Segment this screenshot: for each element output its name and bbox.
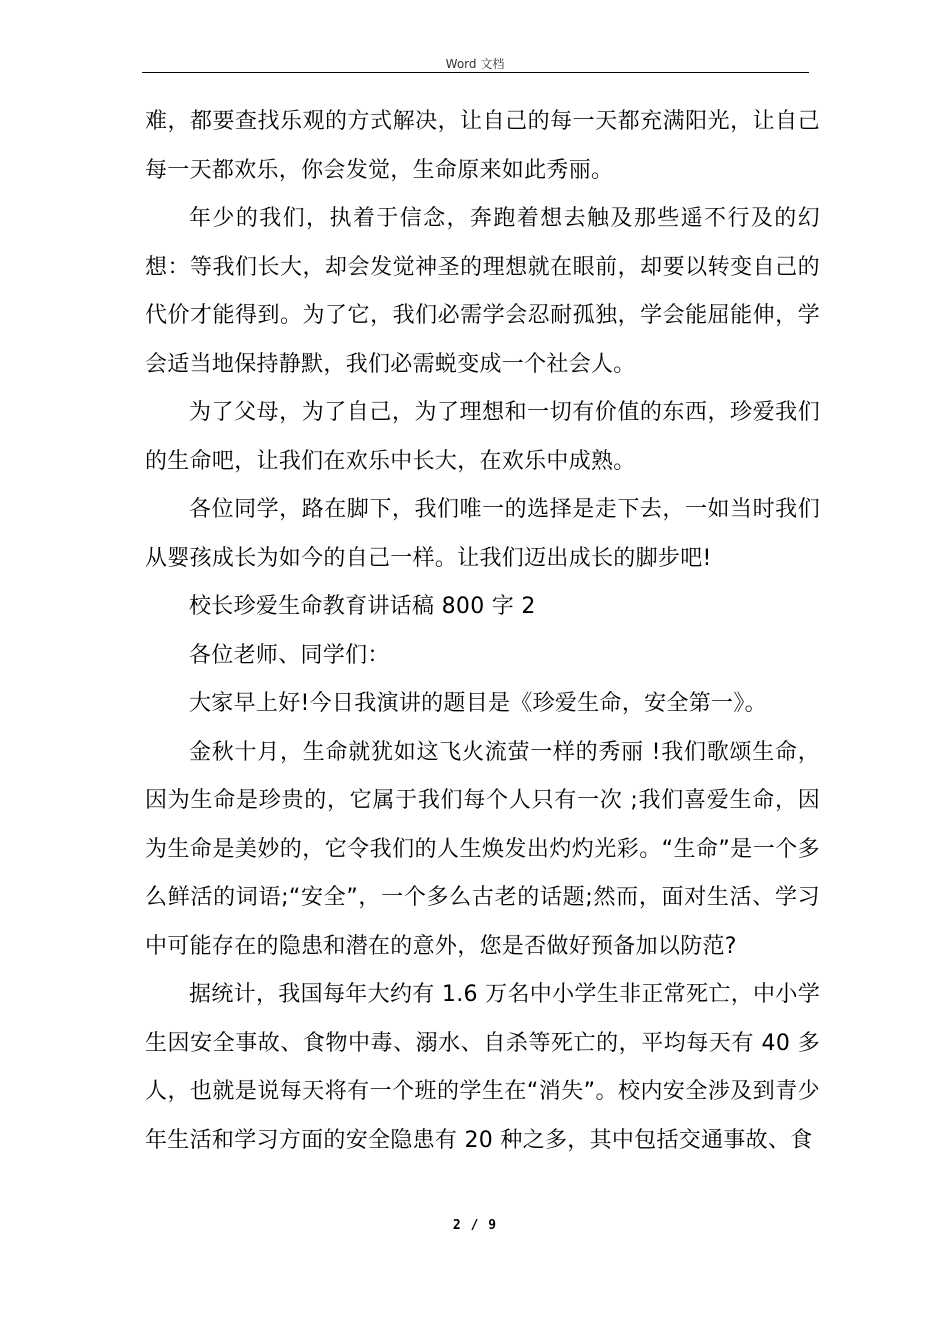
document-body: [145, 98, 820, 1165]
section-heading: 校长珍爱生命教育讲话稿 800 字 2: [189, 594, 536, 619]
paragraph-greeting: 大家早上好!今日我演讲的题目是《珍爱生命，安全第一》。: [189, 691, 767, 716]
paragraph-6: 据统计，我国每年大约有 1.6 万名中小学生非正常死亡，中小学生因安全事故、食物中毒、溺水、自杀等死亡的，平均每天有 40 多人，也就是说每天将有一个班的学生在“消失”。校内安全涉及到青少年生活和学习方面的安全隐患有 20 种之多，其中包括交通事故、食: [145, 982, 820, 1153]
paragraph-3: 为了父母，为了自己，为了理想和一切有价值的东西，珍爱我们的生命吧，让我们在欢乐中长大，在欢乐中成熟。: [145, 400, 820, 474]
paragraph-4: 各位同学，路在脚下，我们唯一的选择是走下去，一如当时我们从婴孩成长为如今的自己一样。让我们迈出成长的脚步吧!: [145, 497, 820, 571]
document-header-title: Word 文档: [445, 57, 505, 71]
paragraph-1: 难，都要查找乐观的方式解决，让自己的每一天都充满阳光，让自己每一天都欢乐，你会发觉，生命原来如此秀丽。: [145, 109, 820, 183]
paragraph-2: 年少的我们，执着于信念，奔跑着想去触及那些遥不行及的幻想：等我们长大，却会发觉神圣的理想就在眼前，却要以转变自己的代价才能得到。为了它，我们必需学会忍耐孤独，学会能屈能伸，学会适当地保持静默，我们必需蜕变成一个社会人。: [145, 206, 820, 377]
page-number: 2 / 9: [452, 1218, 498, 1233]
salutation: 各位老师、同学们：: [189, 642, 390, 668]
header-divider: [142, 72, 809, 73]
paragraph-5: 金秋十月，生命就犹如这飞火流萤一样的秀丽 !我们歌颂生命，因为生命是珍贵的，它属于我们每个人只有一次 ;我们喜爱生命，因为生命是美妙的，它令我们的人生焕发出灼灼光彩。“生命”是一个多么鲜活的词语;“安全”，一个多么古老的话题;然而，面对生活、学习中可能存在的隐患和潜在的意外，您是否做好预备加以防范?: [145, 739, 820, 959]
